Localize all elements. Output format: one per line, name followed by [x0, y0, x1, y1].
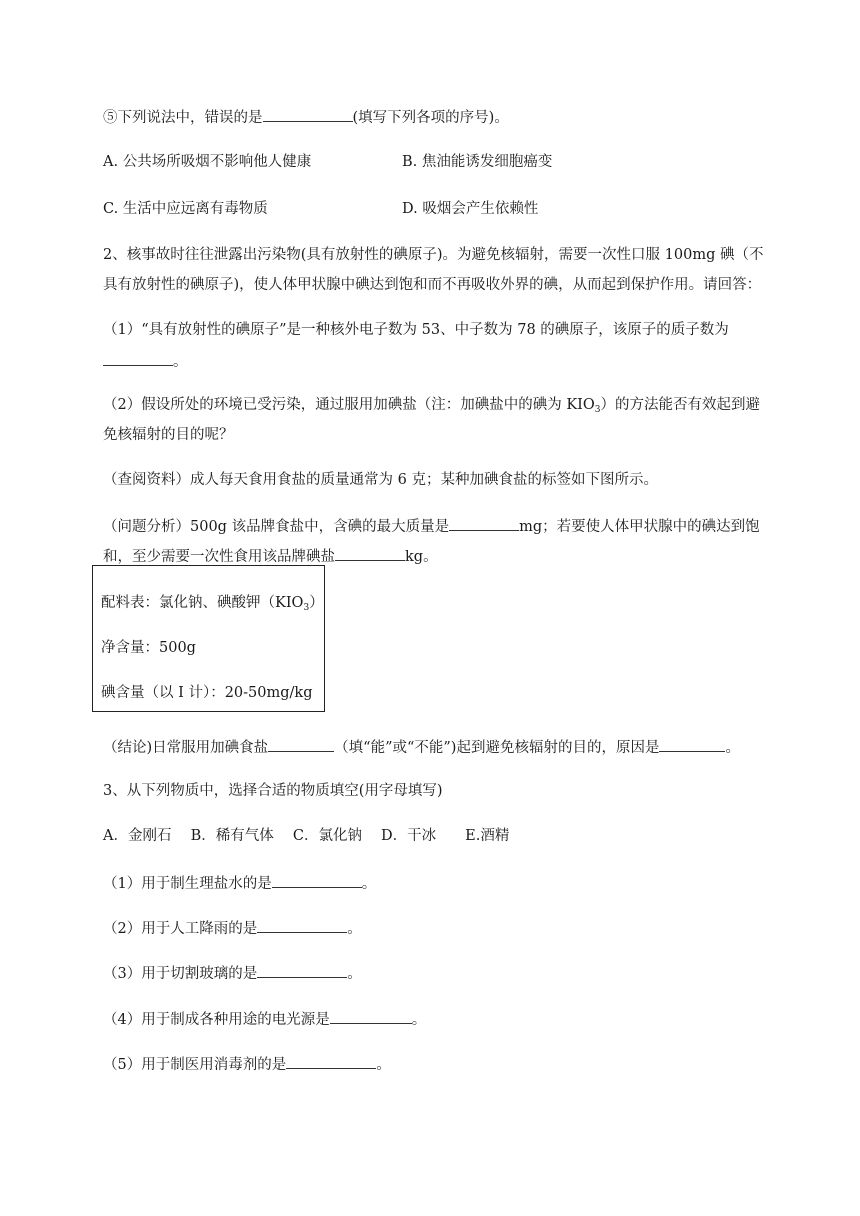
- salt-label-ingredients: [101, 593, 324, 613]
- q2-conclusion-blank-2[interactable]: [659, 736, 725, 752]
- q3-item-1-blank[interactable]: [272, 872, 362, 888]
- q2-part2-line2: 免核辐射的目的呢？: [103, 427, 234, 443]
- q3-item-4-blank[interactable]: [330, 1008, 412, 1024]
- q3-item-2-blank[interactable]: [257, 917, 347, 933]
- q3-item-4-text: （4）用于制成各种用途的电光源是: [103, 1012, 330, 1028]
- q3-item-4: [103, 1008, 426, 1030]
- q2-part1-blank[interactable]: [103, 350, 173, 366]
- q5-option-b: B. 焦油能诱发细胞癌变: [402, 154, 553, 170]
- q3-item-4-end: 。: [411, 1012, 427, 1028]
- q2-intro-line2: 具有放射性的碘原子)，使人体甲状腺中碘达到饱和而不再吸收外界的碘，从而起到保护作用。请回答：: [103, 277, 762, 293]
- q2-analysis-blank-1[interactable]: [449, 515, 519, 531]
- q5-stem: [103, 106, 509, 128]
- q2-analysis-line1: [103, 515, 760, 537]
- q2-analysis-text-end: mg；若要使人体甲状腺中的碘达到饱: [519, 519, 760, 535]
- salt-label-box: [92, 565, 325, 712]
- q2-analysis-text: （问题分析）500g 该品牌食盐中，含碘的最大质量是: [103, 519, 450, 535]
- q3-item-1: [103, 872, 376, 894]
- q3-item-2-end: 。: [347, 921, 362, 937]
- q5-answer-blank[interactable]: [263, 106, 353, 122]
- q3-title: 3、从下列物质中，选择合适的物质填空(用字母填写): [103, 783, 443, 799]
- q3-item-5-text: （5）用于制医用消毒剂的是: [103, 1057, 287, 1073]
- q3-item-2: [103, 917, 362, 939]
- q2-part2-text-end: ）的方法能否有效起到避: [600, 397, 761, 413]
- q5-stem-text: ⑤下列说法中，错误的是: [103, 110, 263, 126]
- q2-part2-line1: [103, 395, 760, 415]
- q3-item-1-end: 。: [361, 876, 377, 892]
- salt-label-ingredients-text: 配料表：氯化钠、碘酸钾（KIO: [101, 595, 304, 611]
- q2-part1-line2: [103, 350, 188, 372]
- q2-conclusion-text-mid: （填“能”或“不能”)起到避免核辐射的目的，原因是: [334, 740, 660, 756]
- q3-item-5: [103, 1053, 391, 1075]
- q2-intro-line1: 2、核事故时往往泄露出污染物(具有放射性的碘原子)。为避免核辐射，需要一次性口服 100mg 碘（不: [103, 247, 764, 263]
- q3-item-5-blank[interactable]: [286, 1053, 376, 1069]
- q2-conclusion: [103, 736, 740, 758]
- q5-option-d: D. 吸烟会产生依赖性: [402, 201, 539, 217]
- q2-part1-line1: （1）“具有放射性的碘原子”是一种核外电子数为 53、中子数为 78 的碘原子，该原子的质子数为: [103, 322, 729, 338]
- q3-item-3-blank[interactable]: [257, 962, 347, 978]
- q2-conclusion-blank-1[interactable]: [268, 736, 334, 752]
- q2-conclusion-end: 。: [725, 740, 740, 756]
- salt-label-subscript: 3: [303, 603, 310, 613]
- q2-analysis-text-2-end: kg。: [405, 549, 438, 565]
- q5-stem-suffix: (填写下列各项的序号)。: [352, 110, 509, 126]
- q5-option-a: A. 公共场所吸烟不影响他人健康: [103, 154, 312, 170]
- salt-label-ingredients-end: ）: [309, 595, 324, 611]
- q2-analysis-blank-2[interactable]: [335, 545, 405, 561]
- q5-option-c: C. 生活中应远离有毒物质: [103, 201, 268, 217]
- q3-item-2-text: （2）用于人工降雨的是: [103, 921, 258, 937]
- q3-item-3-end: 。: [347, 966, 362, 982]
- q2-part1-end: 。: [173, 354, 188, 370]
- q3-options: A．金刚石 B．稀有气体 C．氯化钠 D．干冰 E.酒精: [103, 828, 510, 844]
- q2-part2-subscript: 3: [594, 405, 601, 415]
- q2-conclusion-text: （结论)日常服用加碘食盐: [103, 740, 269, 756]
- q2-analysis-text-2: 和，至少需要一次性食用该品牌碘盐: [103, 549, 335, 565]
- salt-label-net-weight: 净含量：500g: [101, 640, 196, 656]
- q2-research: （查阅资料）成人每天食用食盐的质量通常为 6 克；某种加碘食盐的标签如下图所示。: [103, 472, 658, 488]
- q3-item-3: [103, 962, 362, 984]
- q2-part2-text: （2）假设所处的环境已受污染，通过服用加碘盐（注：加碘盐中的碘为 KIO: [103, 397, 595, 413]
- q3-item-3-text: （3）用于切割玻璃的是: [103, 966, 258, 982]
- q3-item-1-text: （1）用于制生理盐水的是: [103, 876, 272, 892]
- salt-label-iodine-content: 碘含量（以 I 计）：20-50mg/kg: [101, 685, 313, 701]
- q3-item-5-end: 。: [376, 1057, 391, 1073]
- q2-analysis-line2: [103, 545, 438, 567]
